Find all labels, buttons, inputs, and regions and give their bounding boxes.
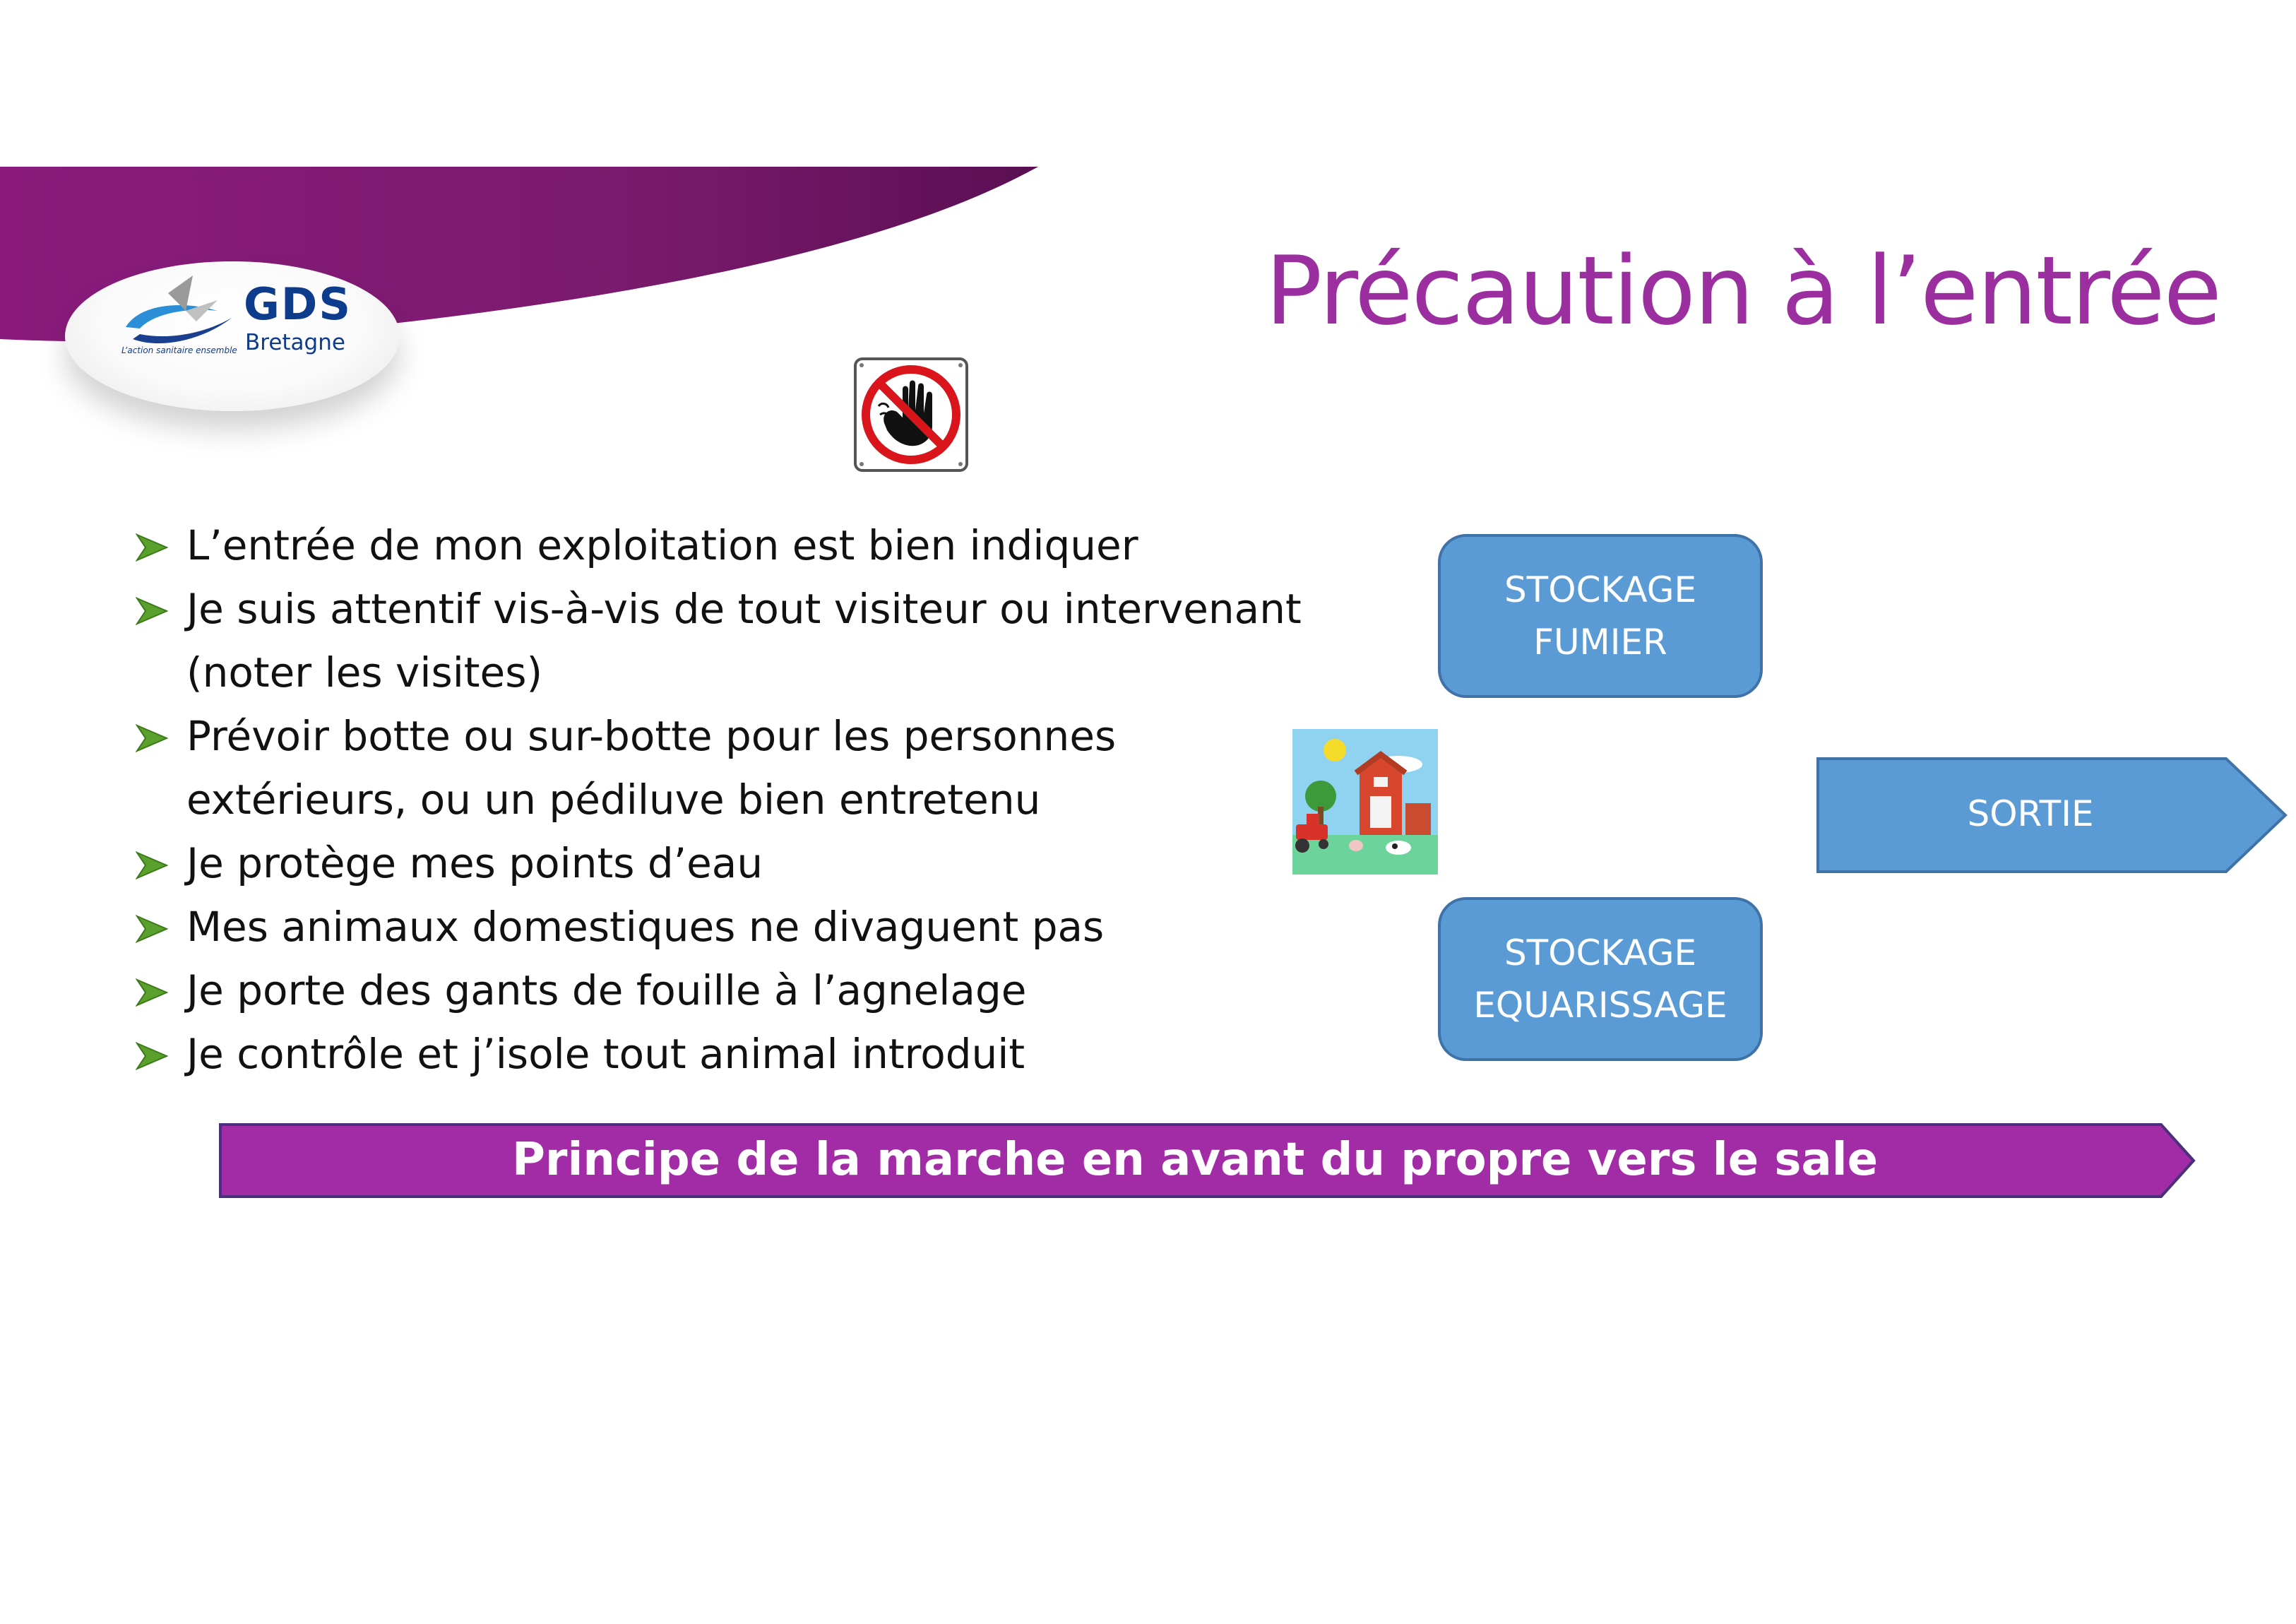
list-item-text: Je contrôle et j’isole tout animal introduit [186, 1030, 1025, 1078]
storage-manure-box: STOCKAGE FUMIER [1438, 534, 1763, 698]
gds-logo-icon [119, 272, 239, 350]
green-arrow-icon [136, 851, 168, 879]
list-item-text: Je protège mes points d’eau [186, 839, 763, 887]
list-item [136, 704, 1266, 831]
green-arrow-icon [136, 978, 168, 1007]
list-item [136, 514, 1266, 577]
green-arrow-icon [136, 597, 168, 625]
logo-tagline: L’action sanitaire ensemble [121, 345, 237, 355]
no-entry-hand-icon [853, 357, 969, 473]
list-item-text: Prévoir botte ou sur-botte pour les personnes extérieurs, ou un pédiluve bien entretenu [186, 712, 1117, 824]
green-arrow-icon [136, 533, 168, 562]
list-item-text: Mes animaux domestiques ne divaguent pas [186, 903, 1105, 951]
farm-illustration [1292, 729, 1438, 875]
green-arrow-icon [136, 724, 168, 752]
logo-name: GDS [244, 278, 352, 330]
logo-region: Bretagne [245, 330, 345, 355]
list-item [136, 577, 1302, 704]
list-item-text: Je suis attentif vis-à-vis de tout visiteur ou intervenant (noter les visites) [186, 585, 1302, 697]
storage-rendering-box: STOCKAGE EQUARISSAGE [1438, 897, 1763, 1061]
green-arrow-icon [136, 915, 168, 943]
exit-label: SORTIE [1967, 793, 2094, 834]
precaution-list [136, 514, 1302, 1086]
principle-label: Principe de la marche en avant du propre vers le sale [511, 1134, 1879, 1186]
list-item [136, 1022, 1266, 1086]
list-item-text: L’entrée de mon exploitation est bien indiquer [186, 521, 1138, 569]
list-item [136, 959, 1266, 1022]
list-item [136, 831, 1266, 895]
list-item [136, 895, 1266, 959]
green-arrow-icon [136, 1042, 168, 1070]
page-title: Précaution à l’entrée [1265, 236, 2220, 346]
list-item-text: Je porte des gants de fouille à l’agnelage [186, 966, 1027, 1014]
